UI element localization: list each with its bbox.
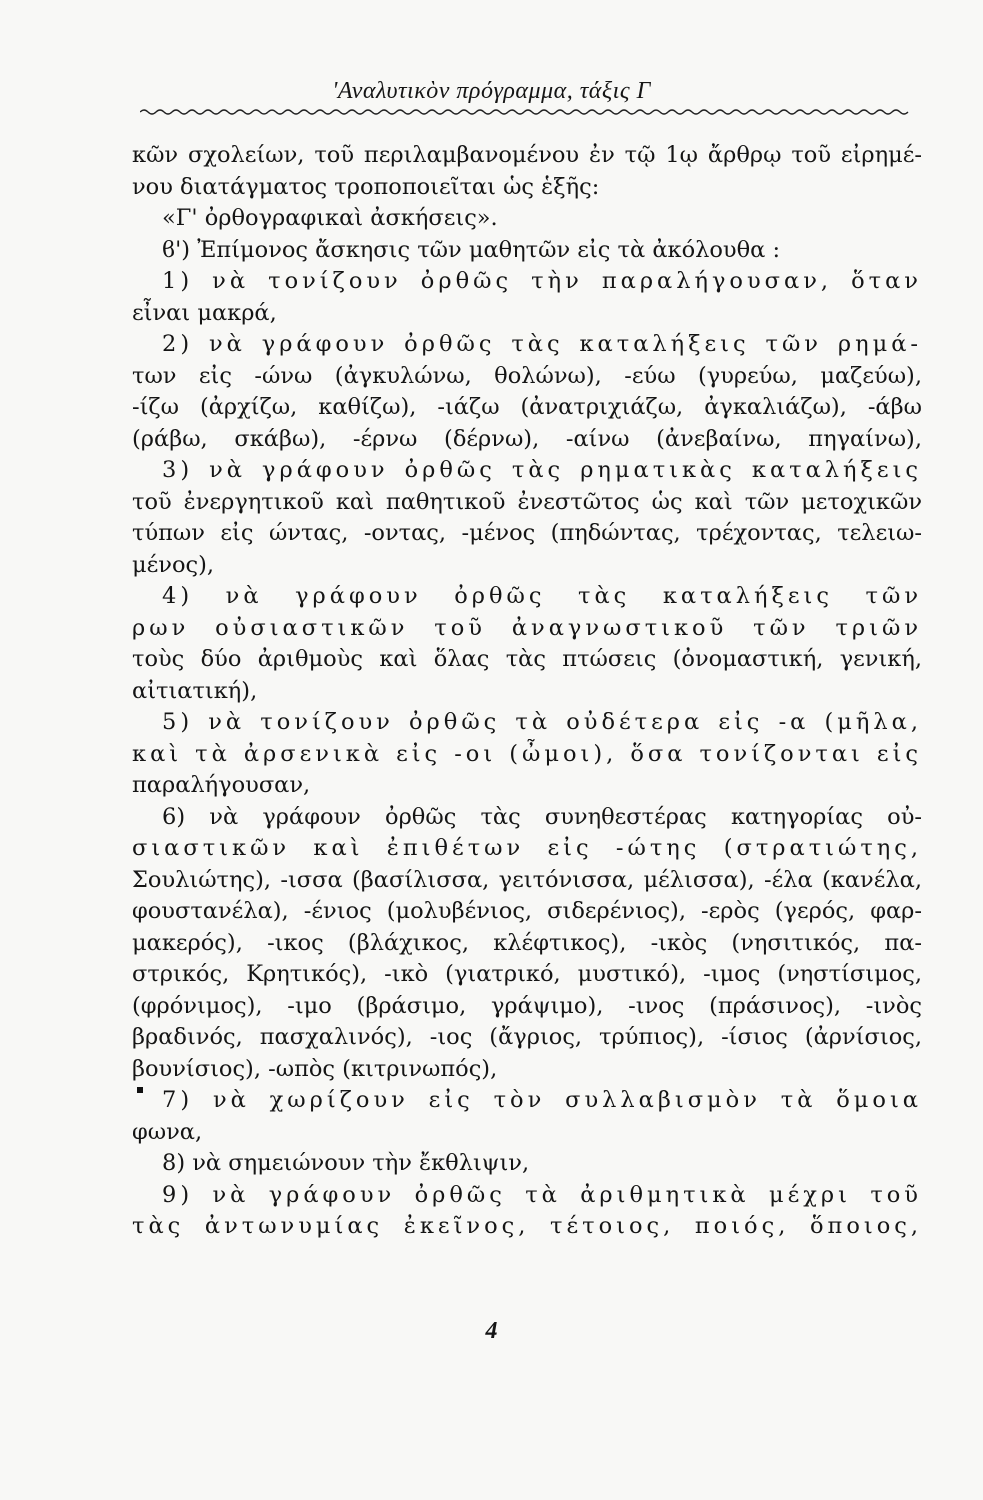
text-line: 1) νὰ τονίζουν ὀρθῶς τὴν παραλήγουσαν, ὅταν — [162, 268, 922, 294]
text-line: αἰτιατική), — [132, 677, 258, 704]
text-line: (ράβω, σκάβω), -έρνω (δέρνω), -αίνω (ἀνεβαίνω, πηγαίνω), — [132, 425, 922, 452]
text-line: μένος), — [132, 551, 215, 578]
text-line: 7) νὰ χωρίζουν εἰς τὸν συλλαβισμὸν τὰ ὅμοια — [162, 1087, 922, 1113]
page-number: 4 — [485, 1318, 498, 1344]
text-line: τοὺς δύο ἀριθμοὺς καὶ ὅλας τὰς πτώσεις (ὀνομαστική, γενική, — [132, 646, 922, 672]
text-line: Σουλιώτης), -ισσα (βασίλισσα, γειτόνισσα, μέλισσα), -έλα (κανέλα, — [132, 866, 922, 893]
text-line: καὶ τὰ ἀρσενικὰ εἰς -οι (ὦμοι), ὅσα τονίζονται εἰς — [132, 740, 922, 767]
text-line: 2) νὰ γράφουν ὀρθῶς τὰς καταλήξεις τῶν ρημά- — [162, 331, 922, 357]
text-line: ρων οὐσιαστικῶν τοῦ ἀναγνωστικοῦ τῶν τριῶν — [132, 614, 922, 641]
text-line: 3) νὰ γράφουν ὀρθῶς τὰς ρηματικὰς καταλήξεις — [162, 457, 922, 483]
text-line: κῶν σχολείων, τοῦ περιλαμβανομένου ἐν τῷ 1ῳ ἄρθρῳ τοῦ εἰρημέ- — [132, 142, 922, 168]
text-line: τοῦ ἐνεργητικοῦ καὶ παθητικοῦ ἐνεστῶτος ὡς καὶ τῶν μετοχικῶν — [132, 488, 922, 515]
text-line: (φρόνιμος), -ιμο (βράσιμο, γράψιμο), -ινος (πράσινος), -ινὸς — [132, 992, 922, 1019]
text-line: τὰς ἀντωνυμίας ἐκεῖνος, τέτοιος, ποιός, ὅποιος, — [132, 1213, 922, 1239]
text-line: μακερός), -ικος (βλάχικος, κλέφτικος), -ικὸς (νησιτικός, πα- — [132, 929, 922, 956]
text-line: φωνα, — [132, 1118, 203, 1145]
text-line: «Γ' ὀρθογραφικαὶ ἀσκήσεις». — [162, 205, 498, 231]
text-line: νου διατάγματος τροποποιεῖται ὡς ἑξῆς: — [132, 173, 600, 200]
text-line: σιαστικῶν καὶ ἐπιθέτων εἰς -ώτης (στρατιώτης, — [132, 835, 922, 861]
text-line: παραλήγουσαν, — [132, 772, 311, 798]
text-line: τύπων εἰς ώντας, -οντας, -μένος (πηδώντας, τρέχοντας, τελειω- — [132, 520, 922, 546]
text-line: των εἰς -ώνω (ἀγκυλώνω, θολώνω), -εύω (γυρεύω, μαζεύω), — [132, 362, 922, 389]
text-line: 4) νὰ γράφουν ὀρθῶς τὰς καταλήξεις τῶν — [162, 583, 922, 609]
text-line: βραδινός, πασχαλινός), -ιος (ἄγριος, τρύπιος), -ίσιος (ἀρνίσιος, — [132, 1024, 922, 1050]
text-line: φουστανέλα), -ένιος (μολυβένιος, σιδερένιος), -ερὸς (γερός, φαρ- — [132, 898, 922, 924]
text-line: εἶναι μακρά, — [132, 299, 277, 326]
text-line: 9) νὰ γράφουν ὀρθῶς τὰ ἀριθμητικὰ μέχρι τοῦ — [162, 1181, 922, 1208]
text-line: 6) νὰ γράφουν ὀρθῶς τὰς συνηθεστέρας κατηγορίας οὐ- — [162, 803, 922, 830]
body-text — [132, 140, 922, 1243]
wavy-header-rule — [140, 108, 912, 116]
ink-speck — [137, 1087, 143, 1093]
text-line: βουνίσιος), -ωπὸς (κιτρινωπός), — [132, 1055, 498, 1082]
text-line: -ίζω (ἀρχίζω, καθίζω), -ιάζω (ἀνατριχιάζω, ἀγκαλιάζω), -άβω — [132, 394, 922, 420]
text-line: ϐ') Ἐπίμονος ἄσκησις τῶν μαθητῶν εἰς τὰ ἀκόλουθα : — [162, 236, 781, 263]
text-line: 5) νὰ τονίζουν ὀρθῶς τὰ οὐδέτερα εἰς -α (μῆλα, — [162, 709, 922, 735]
text-line: στρικός, Κρητικός), -ικὸ (γιατρικό, μυστικό), -ιμος (νηστίσιμος, — [132, 961, 922, 987]
text-line: 8) νὰ σημειώνουν τὴν ἔκθλιψιν, — [162, 1150, 530, 1176]
running-header: 'Αναλυτικὸν πρόγραμμα, τάξις Γ — [332, 78, 651, 104]
